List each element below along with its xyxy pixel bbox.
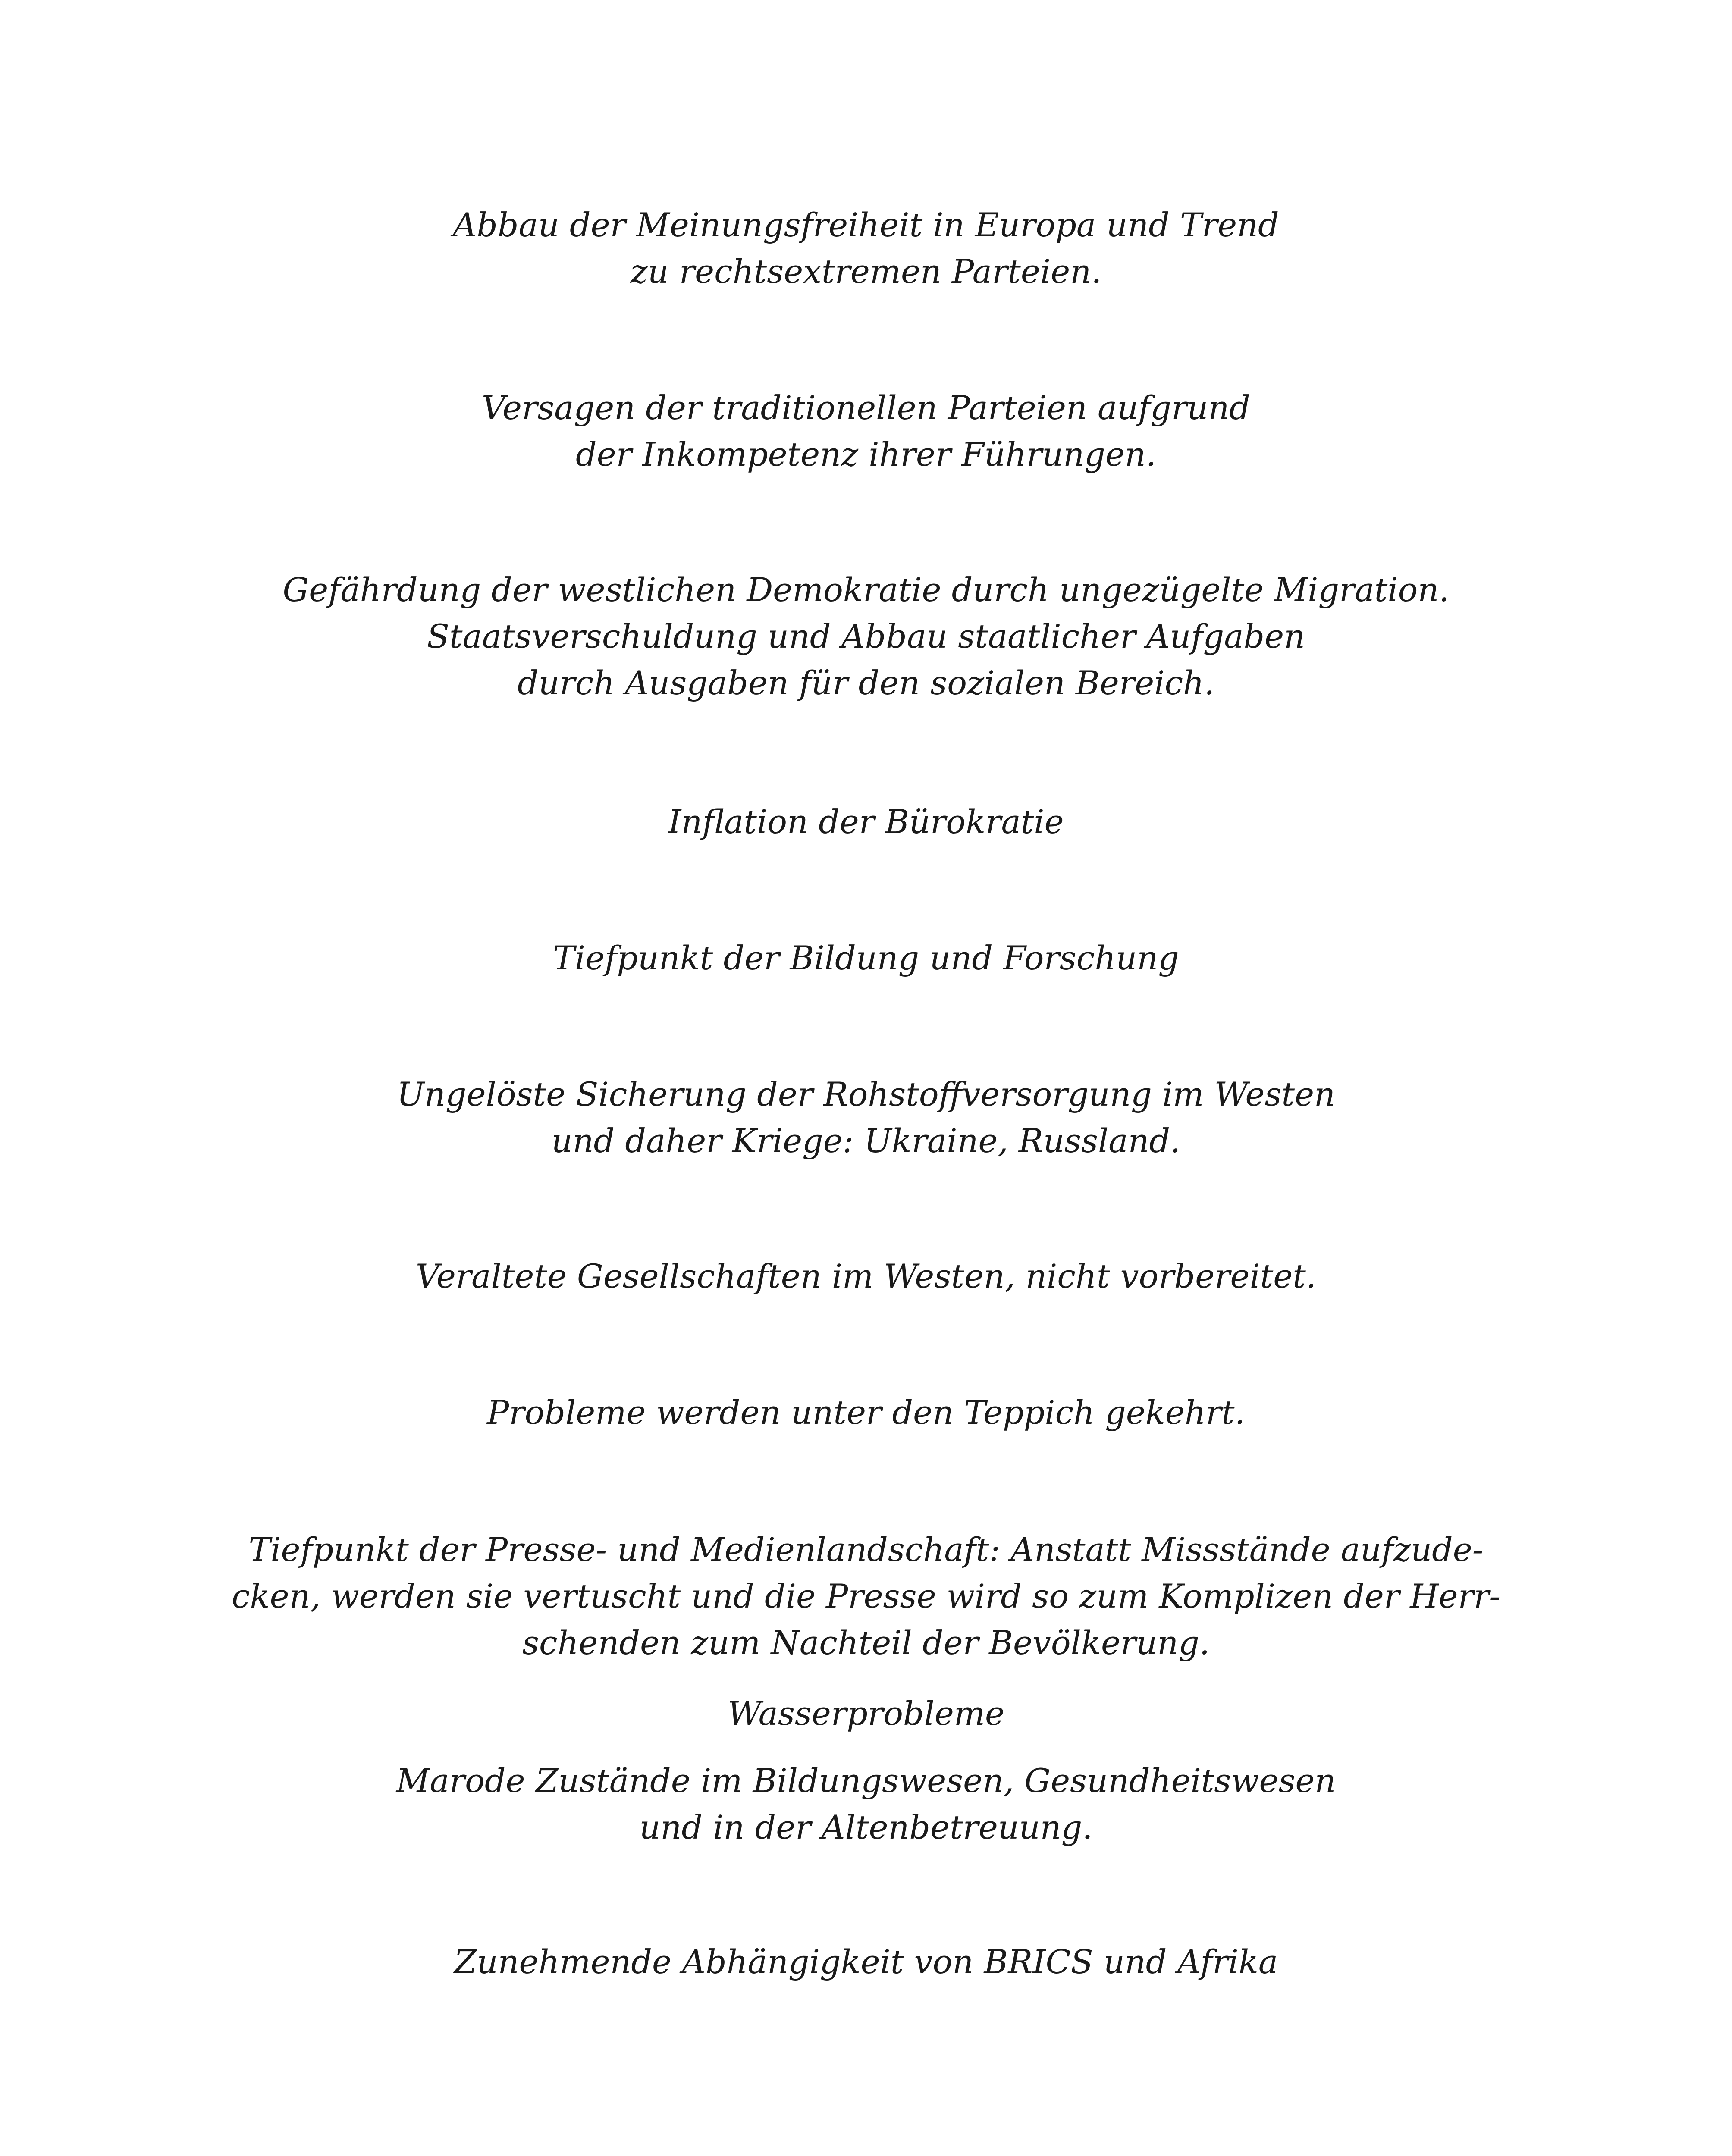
paragraph-bureaucracy	[0, 799, 1732, 845]
text-line: Inflation der Bürokratie	[668, 802, 1064, 841]
text-line: Abbau der Meinungsfreiheit in Europa und Trend	[453, 206, 1279, 244]
paragraph-brics-africa	[0, 1939, 1732, 1985]
text-line: schenden zum Nachteil der Bevölkerung.	[522, 1623, 1210, 1662]
text-line: und daher Kriege: Ukraine, Russland.	[551, 1122, 1181, 1160]
text-line: Versagen der traditionellen Parteien aufgrund	[482, 389, 1250, 427]
text-line: cken, werden sie vertuscht und die Presse wird so zum Komplizen der Herr-	[232, 1577, 1500, 1615]
paragraph-water	[0, 1690, 1732, 1737]
text-line: Gefährdung der westlichen Demokratie durch ungezügelte Migration.	[282, 570, 1450, 609]
paragraph-aging-societies	[0, 1253, 1732, 1300]
text-line: Staatsverschuldung und Abbau staatlicher Aufgaben	[427, 617, 1305, 655]
text-line: und in der Altenbetreuung.	[639, 1808, 1093, 1846]
text-line: der Inkompetenz ihrer Führungen.	[576, 435, 1156, 473]
paragraph-press-media	[0, 1526, 1732, 1666]
paragraph-public-services	[0, 1758, 1732, 1851]
text-line: Wasserprobleme	[728, 1694, 1004, 1733]
paragraph-raw-materials	[0, 1071, 1732, 1164]
text-line: Tiefpunkt der Presse- und Medienlandschaft: Anstatt Missstände aufzude-	[248, 1530, 1484, 1569]
text-line: zu rechtsextremen Parteien.	[630, 252, 1102, 291]
text-line: durch Ausgaben für den sozialen Bereich.	[517, 664, 1215, 702]
paragraph-free-speech	[0, 202, 1732, 295]
paragraph-democracy-migration	[0, 567, 1732, 706]
paragraph-party-failure	[0, 385, 1732, 478]
paragraph-education-research	[0, 935, 1732, 981]
text-line: Marode Zustände im Bildungswesen, Gesundheitswesen	[396, 1761, 1336, 1800]
text-line: Tiefpunkt der Bildung und Forschung	[553, 939, 1179, 977]
paragraph-problems-hidden	[0, 1389, 1732, 1436]
text-line: Probleme werden unter den Teppich gekehrt.	[487, 1393, 1245, 1432]
text-line: Ungelöste Sicherung der Rohstoffversorgung im Westen	[396, 1075, 1336, 1113]
text-line: Veraltete Gesellschaften im Westen, nicht vorbereitet.	[415, 1257, 1317, 1295]
text-line: Zunehmende Abhängigkeit von BRICS und Afrika	[454, 1943, 1278, 1981]
